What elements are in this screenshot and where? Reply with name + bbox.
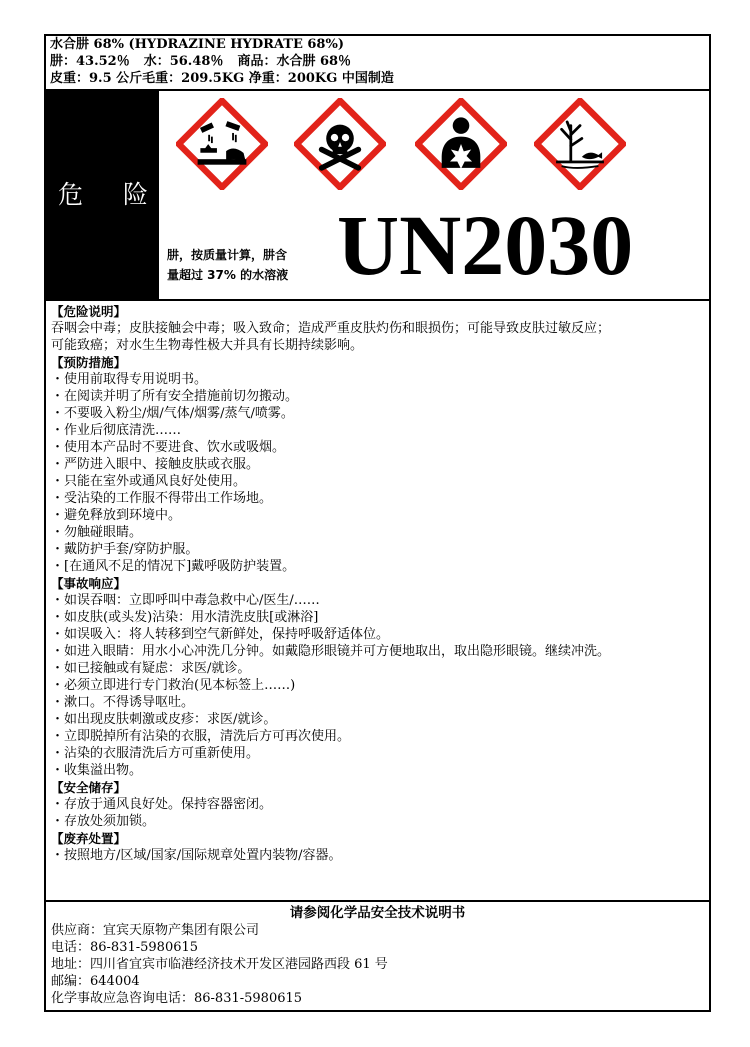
product-header [46, 36, 709, 91]
section-line: ・立即脱掉所有沾染的衣服，清洗后方可再次使用。 [51, 729, 351, 744]
section-title: 【危险说明】 [51, 304, 127, 319]
hydrazine-content: 肼：43.52％ [50, 54, 130, 69]
section-title: 【事故响应】 [51, 576, 127, 591]
section-line: ・如出现皮肤刺激或皮疹：求医/就诊。 [51, 712, 277, 727]
section-line: ・如误吞咽：立即呼叫中毒急救中心/医生/…… [51, 593, 320, 608]
section-line: ・作业后彻底清洗…… [51, 423, 182, 438]
section-line: ・必须立即进行专门救治(见本标签上……) [51, 678, 296, 693]
section-line: ・避免释放到环境中。 [51, 508, 182, 523]
precautionary-text [51, 303, 706, 864]
section-line: 吞咽会中毒；皮肤接触会中毒；吸入致命；造成严重皮肤灼伤和眼损伤；可能导致皮肤过敏反应； [51, 321, 611, 336]
section-line: ・严防进入眼中、接触皮肤或衣服。 [51, 457, 260, 472]
section-line: ・存放于通风良好处。保持容器密闭。 [51, 797, 273, 812]
hazard-note [167, 245, 317, 285]
emergency-phone: 化学事故应急咨询电话：86-831-5980615 [51, 991, 303, 1006]
section-line: ・勿触碰眼睛。 [51, 525, 143, 540]
section-line: ・不要吸入粉尘/烟/气体/烟雾/蒸气/喷雾。 [51, 406, 294, 421]
section-line: ・收集溢出物。 [51, 763, 143, 778]
section-line: ・如误吸入：将人转移到空气新鲜处，保持呼吸舒适体位。 [51, 627, 390, 642]
section-line: ・使用前取得专用说明书。 [51, 372, 208, 387]
section-title: 【安全储存】 [51, 780, 127, 795]
water-content: 水：56.48％ [143, 54, 224, 69]
hazard-label [44, 34, 711, 1012]
section-line: ・存放处须加锁。 [51, 814, 156, 829]
composition-line [50, 54, 351, 70]
section-line: ・如进入眼睛：用水小心冲洗几分钟。如戴隐形眼镜并可方便地取出，取出隐形眼镜。继续冲洗。 [51, 644, 611, 659]
un-number: UN2030 [337, 197, 634, 293]
section-line: ・如已接触或有疑虑：求医/就诊。 [51, 661, 251, 676]
supplier-footer [46, 900, 709, 1007]
section-title: 【废弃处置】 [51, 831, 127, 846]
hazard-panel [46, 91, 709, 301]
weight-line: 皮重：9.5 公斤毛重：209.5KG 净重：200KG 中国制造 [50, 71, 394, 86]
sds-reference: 请参阅化学品安全技术说明书 [289, 905, 466, 921]
postcode: 邮编：644004 [51, 974, 140, 989]
product-name: 水合肼 68% (HYDRAZINE HYDRATE 68%) [50, 37, 344, 52]
section-title: 【预防措施】 [51, 355, 127, 370]
section-line: 可能致癌；对水生生物毒性极大并具有长期持续影响。 [51, 338, 364, 353]
hazard-note-line-1: 肼，按质量计算，肼含 [167, 248, 288, 262]
section-line: ・受沾染的工作服不得带出工作场地。 [51, 491, 273, 506]
section-line: ・[在通风不足的情况下]戴呼吸防护装置。 [51, 559, 296, 574]
section-line: ・沾染的衣服清洗后方可重新使用。 [51, 746, 260, 761]
health-hazard-icon [415, 98, 507, 190]
section-line: ・如皮肤(或头发)沾染：用水清洗皮肤[或淋浴] [51, 610, 319, 625]
signal-word-box [46, 91, 164, 299]
section-line: ・只能在室外或通风良好处使用。 [51, 474, 247, 489]
signal-word: 危 险 [58, 180, 164, 209]
section-line: ・漱口。不得诱导呕吐。 [51, 695, 195, 710]
address: 地址：四川省宜宾市临港经济技术开发区港园路西段 61 号 [51, 957, 388, 972]
supplier: 供应商：宜宾天原物产集团有限公司 [51, 923, 260, 938]
hazard-note-line-2: 量超过 37% 的水溶液 [167, 268, 289, 282]
trade-name: 商品：水合肼 68％ [237, 54, 352, 69]
section-line: ・使用本产品时不要进食、饮水或吸烟。 [51, 440, 286, 455]
corrosion-icon [176, 98, 268, 190]
section-line: ・在阅读并明了所有安全措施前切勿搬动。 [51, 389, 299, 404]
environment-icon [534, 98, 626, 190]
phone: 电话：86-831-5980615 [51, 940, 199, 955]
section-line: ・戴防护手套/穿防护服。 [51, 542, 199, 557]
section-line: ・按照地方/区域/国家/国际规章处置内装物/容器。 [51, 848, 342, 863]
skull-crossbones-icon [294, 98, 386, 190]
